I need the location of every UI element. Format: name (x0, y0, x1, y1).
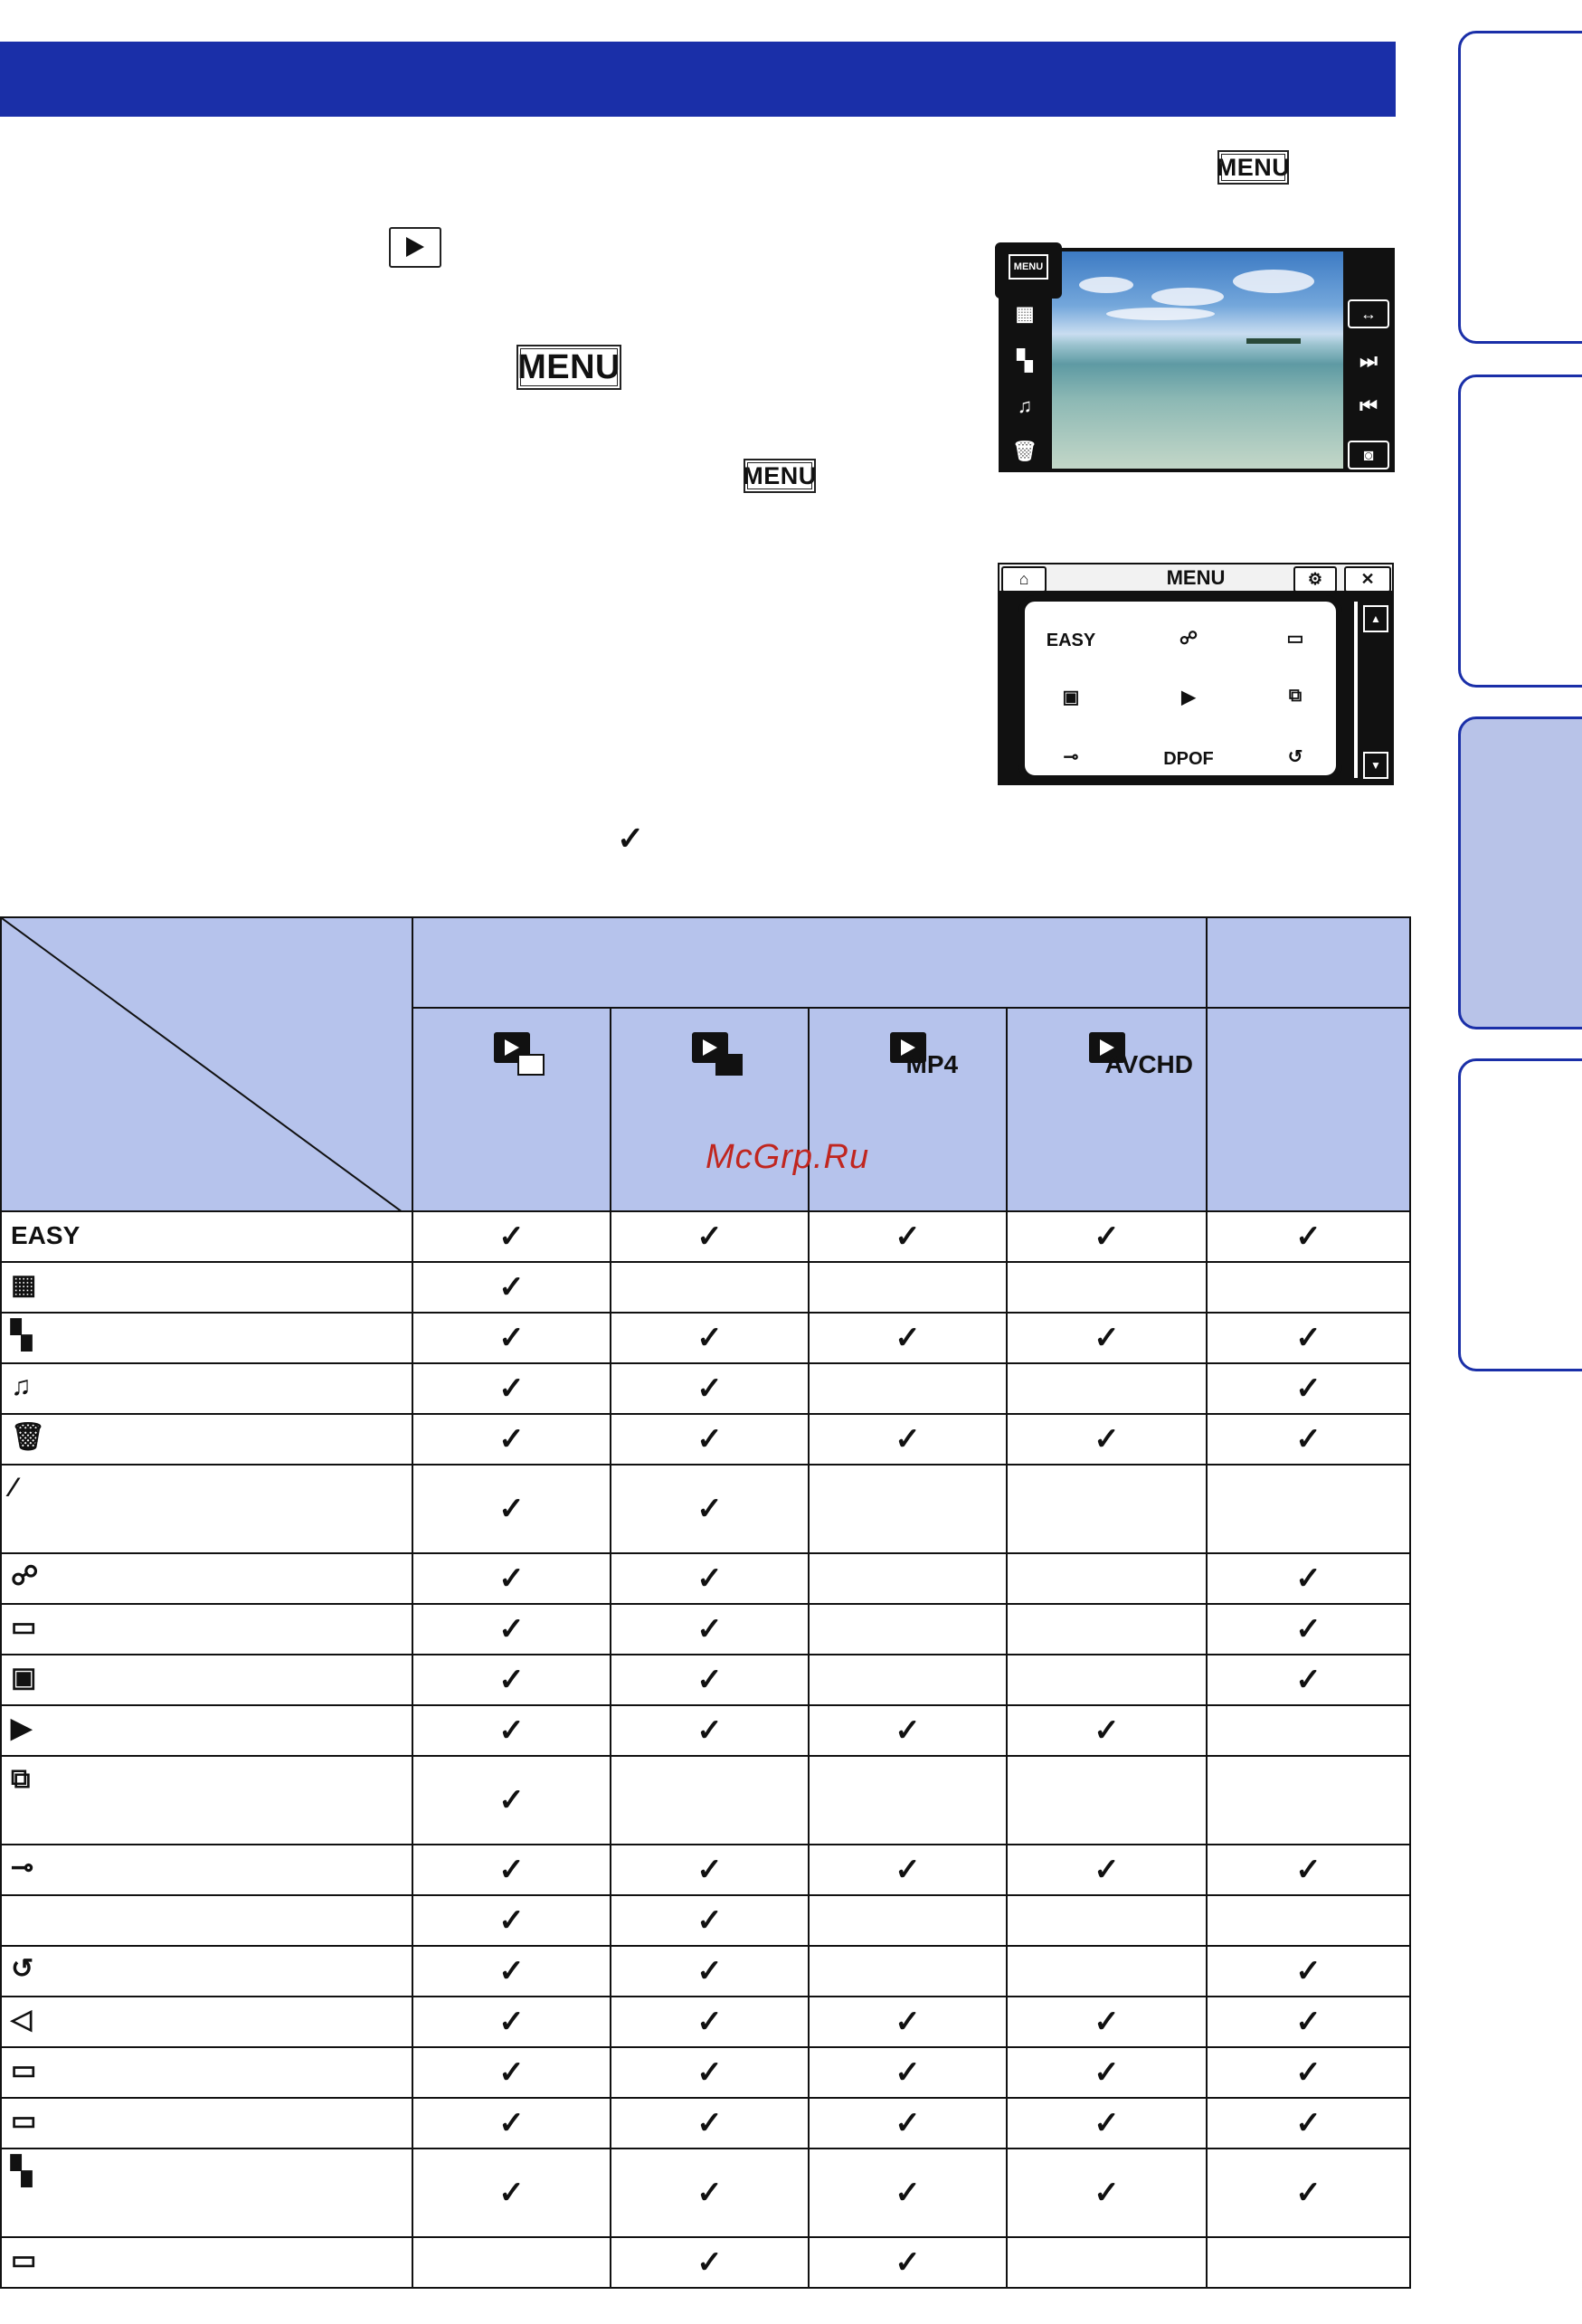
format-header-1 (611, 1008, 809, 1211)
check-cell (412, 1604, 611, 1655)
check-mark-icon: ✓ (1094, 1853, 1120, 1887)
check-cell (1007, 1465, 1207, 1553)
check-cell (1207, 1604, 1410, 1655)
format-header-2 (809, 1008, 1007, 1211)
check-mark-icon: ✓ (498, 2106, 525, 2140)
check-cell (809, 1553, 1007, 1604)
check-mark-icon: ✓ (696, 1321, 723, 1355)
check-cell (1207, 1895, 1410, 1946)
check-cell (412, 1465, 611, 1553)
menu-badge: MENU (1217, 150, 1289, 185)
3d-view-icon: ▣ (1062, 688, 1080, 707)
check-mark-icon: ✓ (1295, 1954, 1321, 1988)
check-cell (1007, 1211, 1207, 1262)
check-cell (1007, 2047, 1207, 2098)
check-mark-icon: ✓ (1094, 1321, 1120, 1355)
close-icon: ✕ (1344, 566, 1391, 593)
slideshow-icon: ♫ (11, 1371, 32, 1401)
table-row (1, 1262, 1410, 1313)
check-mark-icon: ✓ (895, 1422, 921, 1456)
check-mark-icon: ✓ (1295, 1219, 1321, 1254)
check-cell (1207, 1262, 1410, 1313)
still-image-icon (494, 1032, 530, 1063)
check-mark-icon: ✓ (1094, 1422, 1120, 1456)
check-cell (809, 2098, 1007, 2149)
check-cell (412, 2047, 611, 2098)
still-image-single-icon (692, 1032, 728, 1063)
format-header-other (1207, 1008, 1410, 1211)
paint-icon: ⁄ (11, 1473, 16, 1503)
check-cell (809, 1705, 1007, 1756)
check-mark-icon: ✓ (1295, 1422, 1321, 1456)
check-cell (1007, 1705, 1207, 1756)
check-cell (809, 1655, 1007, 1705)
check-mark-icon: ✓ (696, 2245, 723, 2280)
side-tab-4[interactable] (1458, 1058, 1582, 1371)
folder-icon: ▭ (11, 2245, 37, 2275)
screen-menu-label: MENU (1009, 254, 1048, 280)
table-row (1, 2047, 1410, 2098)
function-cell (1, 1604, 412, 1655)
check-mark-icon: ✓ (1295, 2005, 1321, 2039)
check-cell (809, 1465, 1007, 1553)
check-mark-icon: ✓ (895, 1321, 921, 1355)
check-cell (611, 1604, 809, 1655)
check-cell (611, 1705, 809, 1756)
table-row (1, 1946, 1410, 1997)
check-cell (1007, 1895, 1207, 1946)
check-mark-icon: ✓ (696, 1663, 723, 1697)
check-cell (809, 1604, 1007, 1655)
check-mark-icon: ✓ (696, 1371, 723, 1406)
rotate-icon: ↺ (11, 1954, 34, 1984)
check-cell (809, 1946, 1007, 1997)
check-cell (809, 1756, 1007, 1845)
table-row (1, 1604, 1410, 1655)
function-cell (1, 1756, 412, 1845)
check-cell (809, 1262, 1007, 1313)
function-cell (1, 1895, 412, 1946)
table-row (1, 1655, 1410, 1705)
format-label: AVCHD (1104, 1050, 1193, 1078)
check-cell (611, 1553, 809, 1604)
next-icon: ⏭ (1359, 349, 1378, 372)
table-header-group (412, 917, 1207, 1008)
check-mark-icon: ✓ (498, 1612, 525, 1646)
check-mark-icon: ✓ (1295, 1663, 1321, 1697)
check-mark-icon: ✓ (696, 2005, 723, 2039)
menu-badge: MENU (516, 345, 621, 390)
check-cell (1007, 1946, 1207, 1997)
check-cell (809, 1845, 1007, 1895)
check-mark-icon: ✓ (1295, 1371, 1321, 1406)
volume-icon: ◁ (11, 2005, 33, 2035)
camera-icon: ◙ (1348, 441, 1389, 470)
check-cell (611, 2047, 809, 2098)
menu-badge: MENU (744, 459, 816, 493)
check-cell (1207, 1946, 1410, 1997)
retouch-icon: ☍ (11, 1561, 39, 1591)
check-mark-icon: ✓ (498, 1954, 525, 1988)
check-cell (809, 1997, 1007, 2047)
menu-item-dpof: DPOF (1163, 749, 1214, 769)
check-cell (809, 2149, 1007, 2237)
check-cell (1007, 1313, 1207, 1363)
check-cell (412, 1756, 611, 1845)
check-cell (412, 2098, 611, 2149)
avchd-movie-icon (1089, 1032, 1193, 1078)
check-cell (1207, 1553, 1410, 1604)
check-cell (412, 2149, 611, 2237)
calendar-icon: ▦ (1015, 302, 1035, 325)
check-cell (1207, 1465, 1410, 1553)
check-cell (1207, 1211, 1410, 1262)
check-cell (1007, 2237, 1207, 2288)
check-cell (1207, 1313, 1410, 1363)
format-header-3 (1007, 1008, 1207, 1211)
check-cell (1207, 1705, 1410, 1756)
check-cell (1007, 1655, 1207, 1705)
check-mark-icon: ✓ (1295, 2106, 1321, 2140)
check-cell (412, 1705, 611, 1756)
check-mark-icon: ✓ (498, 1321, 525, 1355)
check-cell (611, 1946, 809, 1997)
side-tab-1[interactable] (1458, 31, 1582, 344)
table-row (1, 2237, 1410, 2288)
check-cell (611, 1363, 809, 1414)
display-off-icon: ▭ (11, 2106, 37, 2136)
copy-icon: ⧉ (11, 1764, 31, 1794)
check-cell (1007, 1262, 1207, 1313)
function-cell (1, 2149, 412, 2237)
check-mark-icon: ✓ (1295, 1561, 1321, 1596)
menu-item-easy: EASY (1046, 631, 1096, 650)
check-mark-icon: ✓ (498, 1219, 525, 1254)
check-mark-icon: ✓ (696, 2176, 723, 2210)
check-cell (809, 1211, 1007, 1262)
function-label: EASY (11, 1221, 81, 1249)
check-mark-icon: ✓ (696, 1561, 723, 1596)
check-mark-icon: ✓ (1295, 2055, 1321, 2090)
delete-icon: 🗑 (1012, 440, 1037, 462)
check-cell (809, 2047, 1007, 2098)
function-cell (1, 1845, 412, 1895)
check-cell (1207, 1363, 1410, 1414)
check-cell (809, 1363, 1007, 1414)
check-cell (809, 1895, 1007, 1946)
mp4-movie-icon (890, 1032, 959, 1078)
check-cell (412, 1414, 611, 1465)
function-cell (1, 1262, 412, 1313)
check-mark-icon: ✓ (895, 2055, 921, 2090)
table-header-group-2 (1207, 917, 1410, 1008)
check-cell (1007, 1414, 1207, 1465)
table-row (1, 1211, 1410, 1262)
watermark: McGrp.Ru (706, 1138, 870, 1176)
check-mark-icon: ✓ (1094, 2106, 1120, 2140)
check-mark-icon: ✓ (895, 2245, 921, 2280)
highlight-movie-icon: ▶ (11, 1713, 33, 1743)
check-mark-icon: ✓ (696, 2106, 723, 2140)
check-cell (412, 1946, 611, 1997)
check-mark-icon: ✓ (498, 1371, 525, 1406)
calendar-icon: ▦ (11, 1270, 37, 1300)
check-mark-icon: ✓ (696, 1903, 723, 1938)
check-cell (611, 1262, 809, 1313)
format-label: MP4 (905, 1050, 959, 1078)
check-cell (611, 2098, 809, 2149)
format-header-0 (412, 1008, 611, 1211)
check-cell (1007, 1845, 1207, 1895)
check-mark-icon: ✓ (895, 2005, 921, 2039)
check-mark-icon: ✓ (498, 1783, 525, 1817)
check-mark-icon: ✓ (498, 1561, 525, 1596)
check-cell (412, 1553, 611, 1604)
check-mark-icon: ✓ (1094, 2055, 1120, 2090)
table-row (1, 1845, 1410, 1895)
check-mark-icon: ✓ (498, 1903, 525, 1938)
check-cell (412, 1313, 611, 1363)
check-mark-icon: ✓ (498, 1492, 525, 1526)
check-cell (611, 1655, 809, 1705)
protect-icon: ⊸ (1063, 747, 1079, 767)
check-mark-icon: ✓ (498, 2005, 525, 2039)
check-cell (611, 2149, 809, 2237)
table-row (1, 1465, 1410, 1553)
check-mark-icon: ✓ (498, 1853, 525, 1887)
check-mark-icon: ✓ (1295, 1321, 1321, 1355)
function-cell (1, 1705, 412, 1756)
zoom-arrows-icon: ↔ (1348, 299, 1389, 328)
screen-menu-button (995, 242, 1062, 299)
check-mark-icon: ✓ (1295, 1612, 1321, 1646)
check-cell (1207, 1655, 1410, 1705)
check-cell (412, 2237, 611, 2288)
check-mark-icon: ✓ (498, 1713, 525, 1748)
highlight-movie-icon: ▶ (1181, 688, 1196, 707)
check-cell (1007, 1756, 1207, 1845)
index-icon: ▚ (1017, 349, 1033, 372)
display-on-icon: ▭ (11, 2055, 37, 2085)
function-cell (1, 1997, 412, 2047)
check-cell (809, 2237, 1007, 2288)
table-corner-cell (1, 917, 412, 1211)
check-mark-icon: ✓ (1295, 2176, 1321, 2210)
check-cell (1007, 1553, 1207, 1604)
check-cell (412, 1655, 611, 1705)
check-cell (1207, 2149, 1410, 2237)
table-row (1, 1363, 1410, 1414)
protect-icon: ⊸ (11, 1853, 34, 1883)
check-cell (611, 1845, 809, 1895)
check-mark-icon: ✓ (1094, 1219, 1120, 1254)
check-mark-icon: ✓ (696, 1954, 723, 1988)
check-cell (1007, 1363, 1207, 1414)
check-mark-icon: ✓ (498, 2055, 525, 2090)
check-mark-icon: ✓ (895, 1219, 921, 1254)
edit-icon: ▭ (1286, 629, 1304, 649)
side-tab-2[interactable] (1458, 375, 1582, 688)
check-cell (412, 1845, 611, 1895)
check-mark-icon: ✓ (696, 1713, 723, 1748)
function-cell (1, 2047, 412, 2098)
check-cell (1007, 2098, 1207, 2149)
copy-icon: ⧉ (1288, 686, 1303, 706)
check-cell (809, 1313, 1007, 1363)
check-cell (412, 1997, 611, 2047)
toolbox-icon: ⌂ (1001, 566, 1047, 593)
check-mark-icon: ✓ (895, 1713, 921, 1748)
check-cell (611, 2237, 809, 2288)
check-cell (611, 1756, 809, 1845)
check-mark-icon: ✓ (1094, 2176, 1120, 2210)
check-cell (611, 1997, 809, 2047)
check-cell (1207, 1756, 1410, 1845)
check-cell (1207, 2237, 1410, 2288)
check-mark-icon: ✓ (696, 2055, 723, 2090)
function-cell (1, 1363, 412, 1414)
function-cell (1, 1553, 412, 1604)
table-row (1, 1705, 1410, 1756)
table-row (1, 1756, 1410, 1845)
scrollbar (1354, 602, 1358, 778)
compatibility-table (0, 916, 1411, 2289)
index-icon: ▚ (11, 1321, 33, 1351)
check-mark-icon: ✓ (696, 1853, 723, 1887)
check-mark-icon: ✓ (498, 1663, 525, 1697)
check-mark-icon: ✓ (1094, 2005, 1120, 2039)
rotate-icon: ↺ (1287, 747, 1303, 767)
function-cell (1, 1414, 412, 1465)
function-cell (1, 1946, 412, 1997)
check-mark-icon: ✓ (895, 2176, 921, 2210)
check-cell (412, 1895, 611, 1946)
function-cell (1, 1655, 412, 1705)
scroll-down-icon: ▼ (1363, 752, 1388, 779)
check-cell (412, 1363, 611, 1414)
beach-photo (1052, 251, 1343, 469)
check-cell (1207, 1997, 1410, 2047)
3d-view-icon: ▣ (11, 1663, 37, 1693)
diagonal-line (2, 918, 403, 1212)
table-row (1, 2149, 1410, 2237)
check-mark-icon: ✓ (617, 820, 645, 857)
check-mark-icon: ✓ (895, 2106, 921, 2140)
edit-icon: ▭ (11, 1612, 37, 1642)
function-cell (1, 1211, 412, 1262)
check-cell (611, 1414, 809, 1465)
check-mark-icon: ✓ (696, 1422, 723, 1456)
table-row (1, 1895, 1410, 1946)
check-mark-icon: ✓ (498, 2176, 525, 2210)
check-cell (1007, 1604, 1207, 1655)
check-mark-icon: ✓ (696, 1612, 723, 1646)
check-mark-icon: ✓ (498, 1422, 525, 1456)
check-cell (1207, 2098, 1410, 2149)
check-mark-icon: ✓ (1295, 1853, 1321, 1887)
delete-icon: 🗑 (11, 1422, 46, 1452)
check-cell (412, 1262, 611, 1313)
scroll-up-icon: ▲ (1363, 605, 1388, 632)
table-row (1, 1997, 1410, 2047)
check-mark-icon: ✓ (1094, 1713, 1120, 1748)
check-cell (1207, 2047, 1410, 2098)
index-28-icon: ▚ (11, 2157, 33, 2186)
table-row (1, 2098, 1410, 2149)
check-cell (611, 1313, 809, 1363)
gear-icon: ⚙ (1293, 566, 1337, 593)
function-cell (1, 2237, 412, 2288)
playback-button-icon (389, 227, 441, 268)
table-row (1, 1553, 1410, 1604)
side-tab-3-active[interactable] (1458, 716, 1582, 1029)
check-cell (809, 1414, 1007, 1465)
header-bar (0, 42, 1396, 117)
check-cell (1007, 1997, 1207, 2047)
slideshow-icon: ♫ (1017, 394, 1033, 417)
function-cell (1, 1313, 412, 1363)
check-cell (1207, 1845, 1410, 1895)
check-cell (1007, 2149, 1207, 2237)
table-row (1, 1414, 1410, 1465)
check-mark-icon: ✓ (696, 1492, 723, 1526)
function-cell (1, 1465, 412, 1553)
check-cell (412, 1211, 611, 1262)
check-mark-icon: ✓ (696, 1219, 723, 1254)
check-mark-icon: ✓ (498, 1270, 525, 1304)
menu-title: MENU (1166, 566, 1226, 589)
check-cell (1207, 1414, 1410, 1465)
check-cell (611, 1465, 809, 1553)
function-cell (1, 2098, 412, 2149)
check-cell (611, 1211, 809, 1262)
previous-icon: ⏮ (1359, 394, 1378, 417)
retouch-icon: ☍ (1179, 629, 1198, 649)
check-mark-icon: ✓ (895, 1853, 921, 1887)
table-row (1, 1313, 1410, 1363)
check-cell (611, 1895, 809, 1946)
